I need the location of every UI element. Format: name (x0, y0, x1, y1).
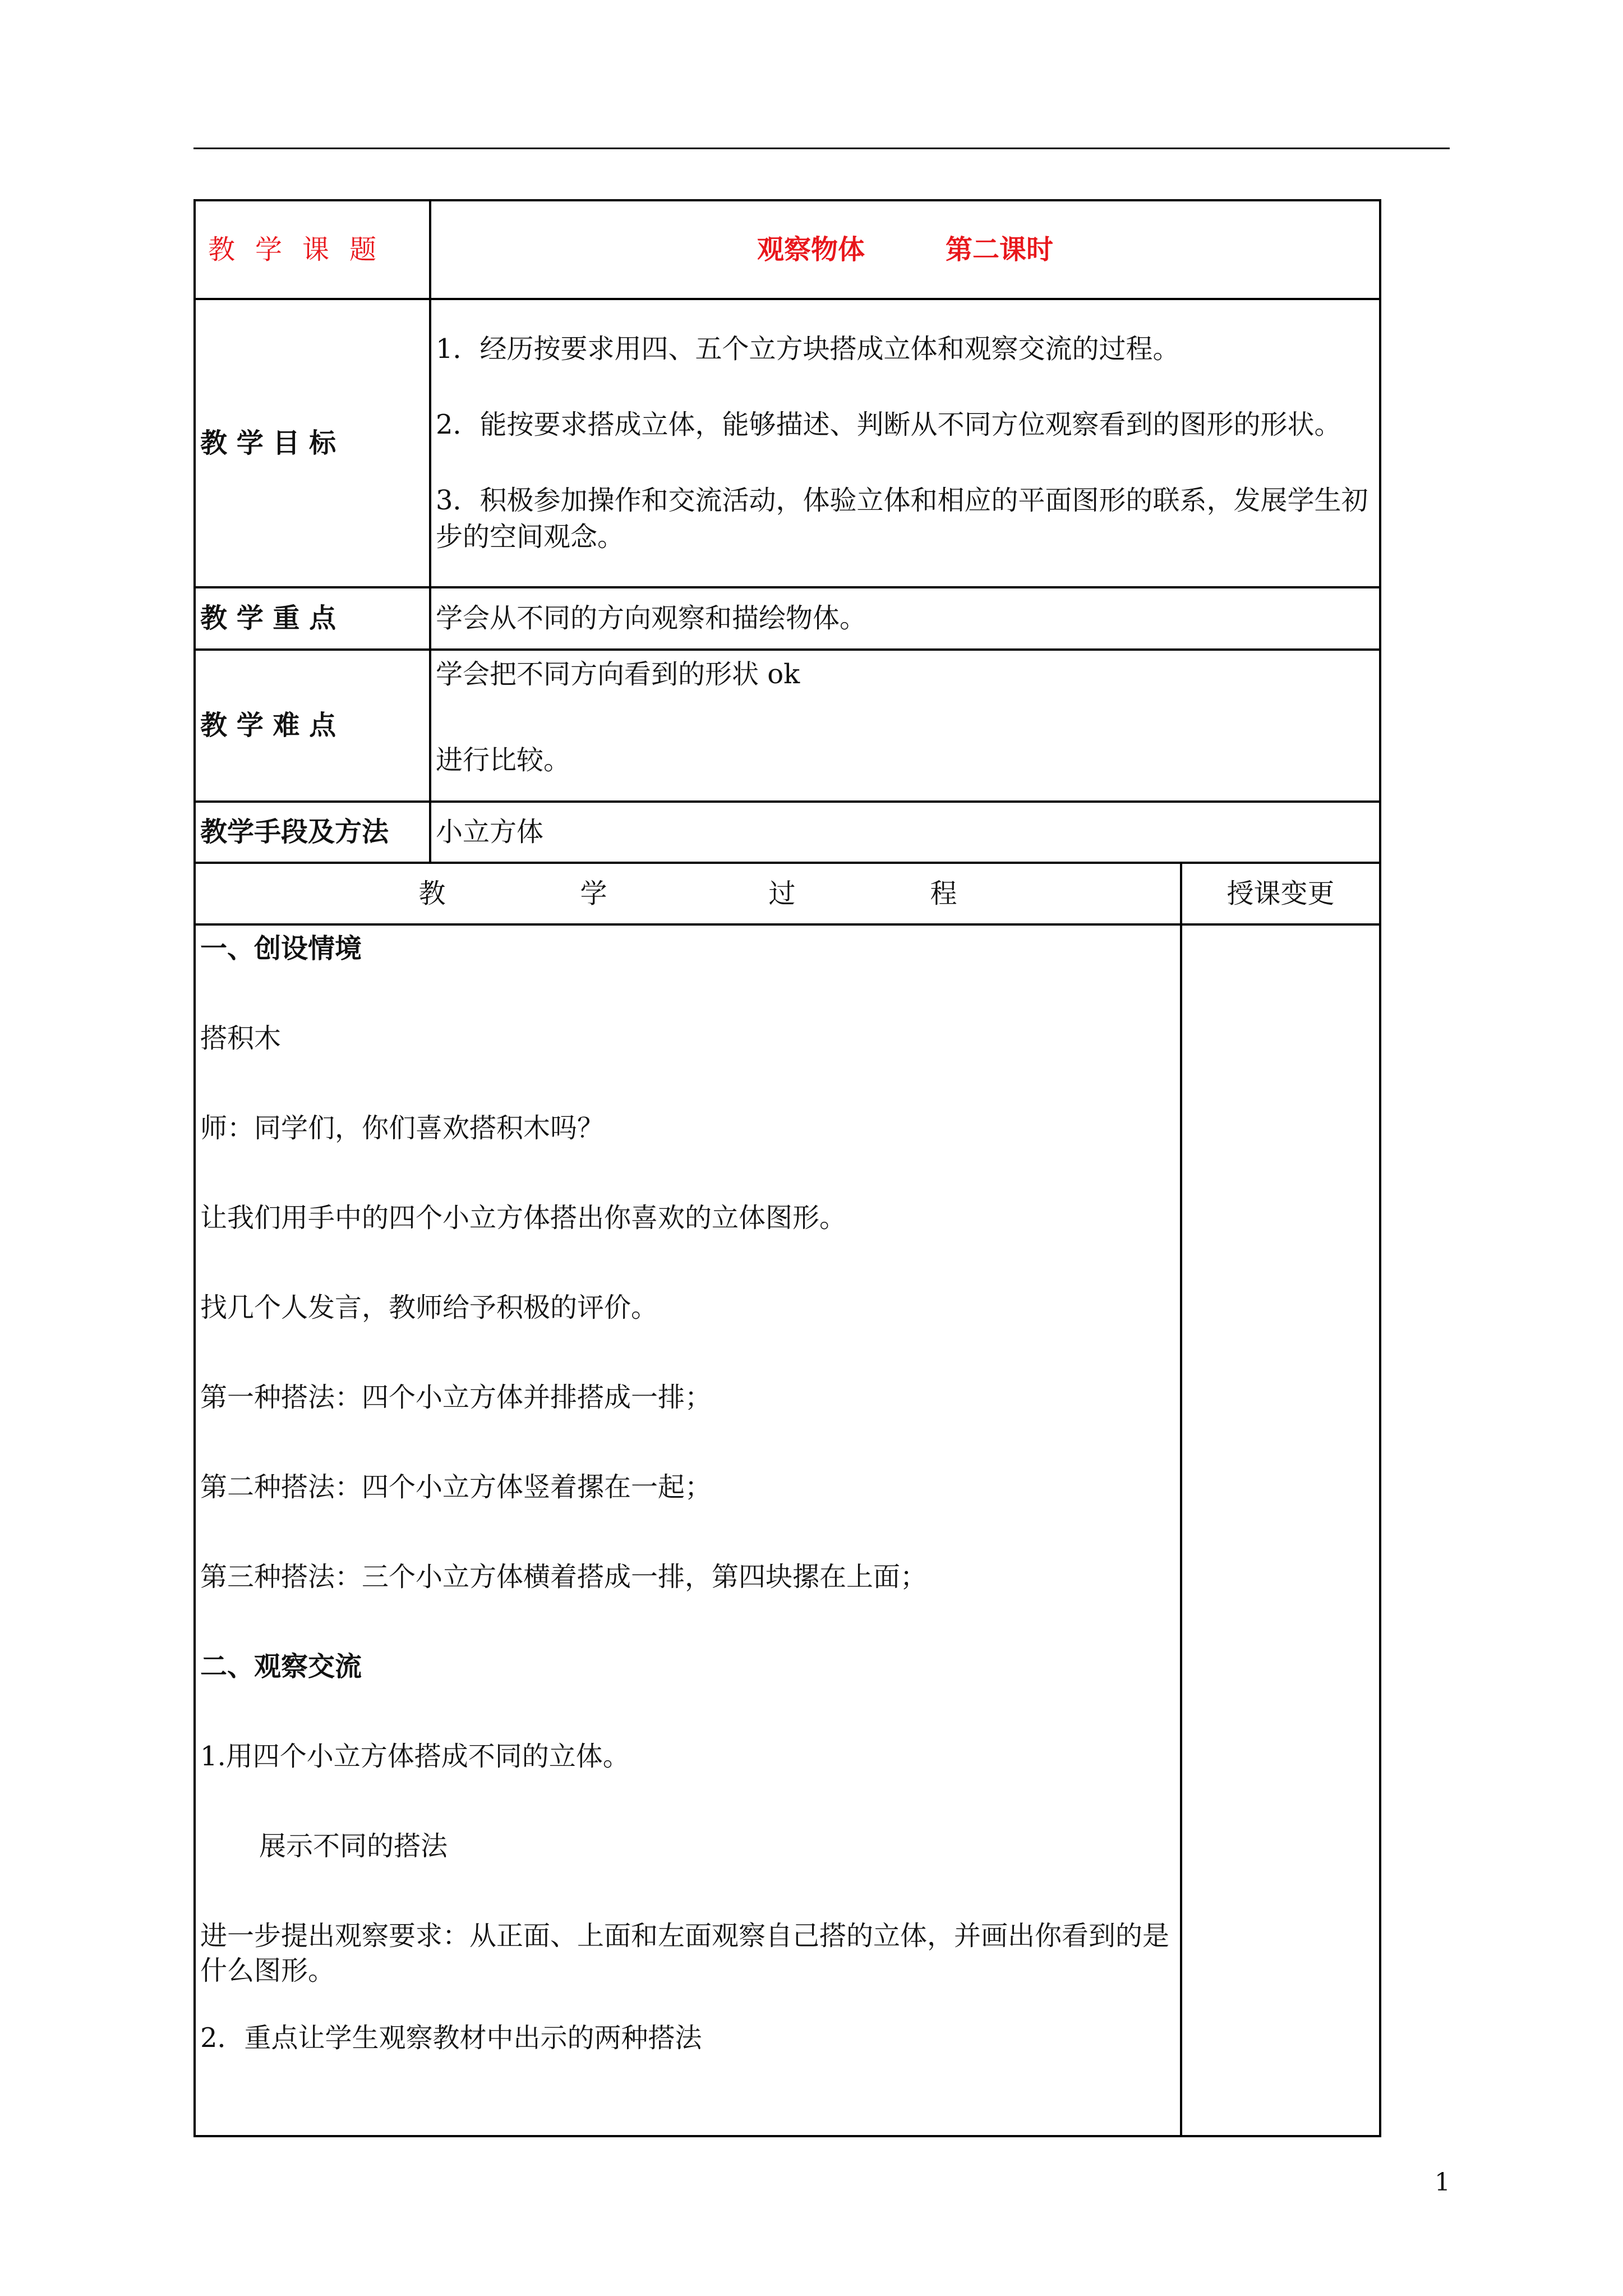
key-point-label: 教 学 重 点 (195, 587, 430, 650)
process-line: 第一种搭法：四个小立方体并排搭成一排； (200, 1382, 712, 1413)
means-text: 小立方体 (430, 802, 1380, 863)
means-row (195, 802, 1380, 863)
process-line: 找几个人发言，教师给予积极的评价。 (200, 1292, 658, 1323)
change-notes-cell (1181, 924, 1380, 2136)
lesson-plan-table (193, 199, 1381, 2137)
difficulty-label: 教 学 难 点 (195, 650, 430, 802)
section-heading: 二、观察交流 (200, 1651, 362, 1682)
change-header: 授课变更 (1181, 863, 1380, 924)
key-point-row (195, 587, 1380, 650)
objectives-label: 教 学 目 标 (195, 299, 430, 587)
difficulty-line: 学会把不同方向看到的形状 ok (436, 659, 800, 690)
difficulty-cell (430, 650, 1380, 802)
process-line: 第三种搭法：三个小立方体横着搭成一排，第四块摞在上面； (200, 1561, 928, 1593)
process-content (195, 924, 1181, 2136)
process-line: 展示不同的搭法 (259, 1830, 448, 1862)
objectives-row (195, 299, 1380, 587)
process-body-row (195, 924, 1380, 2136)
objectives-cell (430, 299, 1380, 587)
process-line: 2．重点让学生观察教材中出示的两种搭法 (200, 2022, 702, 2054)
lesson-title: 观察物体 第二课时 (430, 200, 1380, 299)
objective-item: 2．能按要求搭成立体，能够描述、判断从不同方位观察看到的图形的形状。 (436, 409, 1341, 441)
difficulty-line: 进行比较。 (436, 744, 571, 776)
difficulty-row (195, 650, 1380, 802)
key-point-text: 学会从不同的方向观察和描绘物体。 (430, 587, 1380, 650)
process-line: 第二种搭法：四个小立方体竖着摞在一起； (200, 1471, 712, 1503)
process-line: 进一步提出观察要求：从正面、上面和左面观察自己搭的立体，并画出你看到的是什么图形。 (200, 1920, 1170, 1986)
title-row (195, 200, 1380, 299)
process-line: 让我们用手中的四个小立方体搭出你喜欢的立体图形。 (200, 1202, 847, 1234)
objective-item: 3．积极参加操作和交流活动，体验立体和相应的平面图形的联系，发展学生初步的空间观念。 (436, 485, 1368, 553)
objective-item: 1．经历按要求用四、五个立方块搭成立体和观察交流的过程。 (436, 333, 1180, 365)
section-heading: 一、创设情境 (200, 933, 362, 964)
process-header-row (195, 863, 1380, 924)
means-label: 教学手段及方法 (195, 802, 430, 863)
process-line: 师：同学们，你们喜欢搭积木吗？ (200, 1112, 605, 1144)
process-line: 1.用四个小立方体搭成不同的立体。 (200, 1741, 630, 1772)
title-label: 教学课题 (195, 200, 430, 299)
header-rule (193, 148, 1450, 149)
page-number: 1 (1435, 2168, 1450, 2197)
process-header: 教 学 过 程 (195, 863, 1181, 924)
process-line: 搭积木 (200, 1023, 282, 1054)
